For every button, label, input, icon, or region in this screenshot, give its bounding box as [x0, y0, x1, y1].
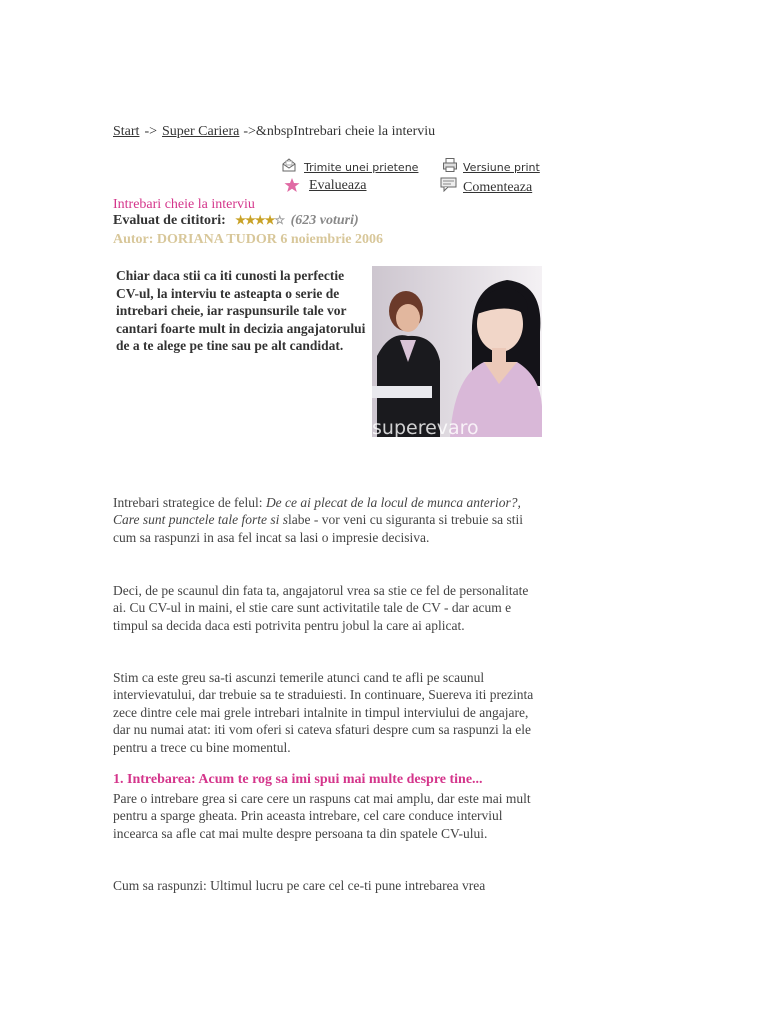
paragraph-1: Intrebari strategice de felul: De ce ai plecat de la locul de munca anterior?, Care sunt punctele tale forte si slabe - vor veni cu siguranta si trebuie sa stii cum sa raspunzi in asa fel incat sa lasi o impresie decisiva.: [113, 495, 524, 545]
article-photo: [372, 266, 542, 437]
rating-star-icon[interactable]: ★: [245, 213, 255, 227]
paragraph-3: Stim ca este greu sa-ti ascunzi temerile atunci cand te afli pe scaunul intervievatului, dar trebuie sa te straduiesti. In continuare, Suereva iti prezinta zece dintre cele mai grele intrebari intalnite in timpul interviului de angajare, dar nu numai atat: iti vom oferi si cateva sfaturi despre cum sa raspunzi la ele pentru a trece cu bine momentul.: [113, 670, 534, 755]
paragraph-2: Deci, de pe scaunul din fata ta, angajatorul vrea sa stie ce fel de personalitate ai. Cu CV-ul in maini, el stie care sunt activitatile tale de CV - dar acum e timpul sa decida daca esti potrivita pentru jobul la care ai aplicat.: [113, 583, 529, 633]
rate-link[interactable]: Evalueaza: [309, 178, 367, 193]
photo-watermark: superevaro: [372, 417, 479, 437]
send-to-friend-link[interactable]: Trimite unei prietene: [304, 161, 419, 174]
printer-icon[interactable]: [442, 157, 458, 178]
breadcrumb-separator: ->: [144, 124, 158, 139]
envelope-icon[interactable]: [281, 157, 297, 178]
rating-star-icon[interactable]: ☆: [274, 213, 285, 227]
rating-star-icon[interactable]: ★: [264, 213, 275, 227]
rating-stars[interactable]: [235, 213, 284, 228]
author-line: Autor: DORIANA TUDOR 6 noiembrie 2006: [113, 232, 384, 247]
comment-link[interactable]: Comenteaza: [463, 180, 533, 195]
question-1-heading: 1. Intrebarea: Acum te rog sa imi spui mai multe despre tine...: [113, 772, 483, 787]
breadcrumb-section-link[interactable]: Super Cariera: [162, 124, 240, 139]
print-version-link[interactable]: Versiune print: [463, 161, 540, 174]
comment-icon[interactable]: [440, 177, 457, 197]
breadcrumb: [113, 124, 435, 140]
lead-paragraph: Chiar daca stii ca iti cunosti la perfectie CV-ul, la interviu te asteapta o serie de intrebari cheie, iar raspunsurile tale vor cantari foarte mult in decizia angajatorului de a te alege pe tine sau pe alt candidat.: [116, 268, 366, 353]
breadcrumb-current: ->&nbspIntrebari cheie la interviu: [243, 124, 436, 139]
breadcrumb-start-link[interactable]: Start: [113, 124, 140, 139]
vote-count: (623 voturi): [290, 213, 359, 228]
rating-star-icon[interactable]: ★: [254, 213, 265, 227]
article-title: Intrebari cheie la interviu: [113, 197, 255, 212]
star-icon[interactable]: [284, 177, 300, 198]
rating-label: Evaluat de cititori:: [113, 213, 226, 228]
paragraph-5: Cum sa raspunzi: Ultimul lucru pe care cel ce-ti pune intrebarea vrea: [113, 878, 486, 893]
paragraph-4: Pare o intrebare grea si care cere un raspuns cat mai amplu, dar este mai mult pentru a sparge gheata. Prin aceasta intrebare, cel care conduce interviul incearca sa afle cat mai multe despre persoana ta din spatele CV-ului.: [113, 791, 531, 841]
rating-row: [113, 213, 359, 229]
rating-star-icon[interactable]: ★: [235, 213, 246, 227]
